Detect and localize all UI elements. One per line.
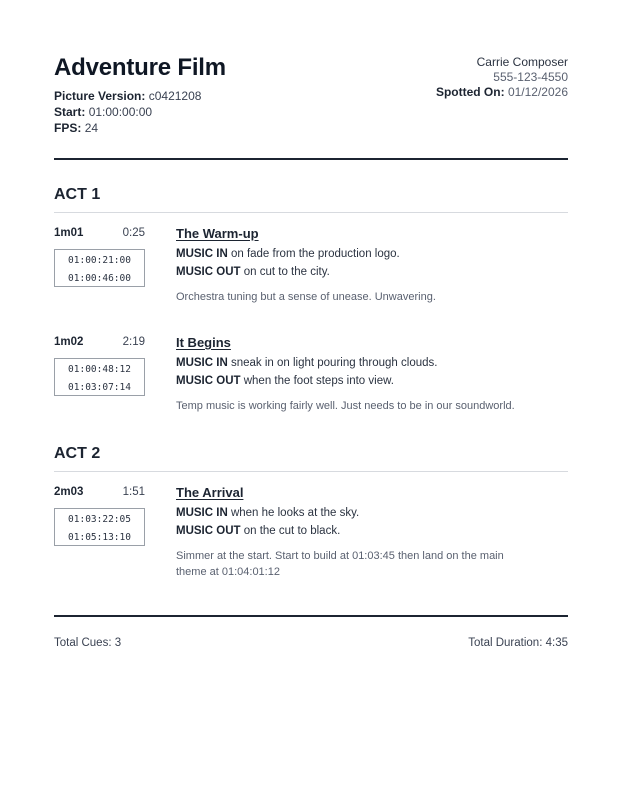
music-out-line — [176, 525, 340, 537]
total-cues — [54, 637, 121, 649]
timecode-box — [54, 249, 145, 287]
start-label: Start: — [54, 105, 86, 119]
timecode-box — [54, 358, 145, 396]
cue-title: The Arrival — [176, 485, 244, 500]
cue-notes: Orchestra tuning but a sense of unease. Unwavering. — [176, 291, 436, 303]
timecode-out: 01:03:07:14 — [68, 382, 131, 393]
act-divider — [54, 471, 568, 472]
composer-phone: 555-123-4550 — [493, 70, 568, 84]
timecode-out: 01:00:46:00 — [68, 273, 131, 284]
spotted-on-label: Spotted On: — [435, 85, 505, 99]
music-out-label: MUSIC OUT — [176, 375, 241, 387]
picture-version-value: c0421208 — [148, 89, 202, 103]
music-in-line — [176, 507, 359, 519]
total-cues-label: Total Cues: — [54, 637, 112, 649]
music-out-line — [176, 375, 394, 387]
cue-duration: 2:19 — [122, 336, 145, 348]
composer-info — [436, 55, 568, 100]
music-in-text: sneak in on light pouring through clouds. — [230, 357, 438, 369]
timecode-out: 01:05:13:10 — [68, 532, 131, 543]
picture-version-row — [54, 88, 201, 104]
start-row — [54, 104, 201, 120]
music-out-text: when the foot steps into view. — [243, 375, 394, 387]
music-in-line — [176, 357, 437, 369]
total-duration-value: 4:35 — [545, 637, 568, 649]
music-in-label: MUSIC IN — [176, 248, 228, 260]
music-out-text: on cut to the city. — [243, 266, 330, 278]
fps-row — [54, 120, 201, 136]
music-out-label: MUSIC OUT — [176, 525, 241, 537]
cue-number: 1m02 — [54, 336, 84, 348]
total-cues-value: 3 — [114, 637, 122, 649]
footer-divider — [54, 615, 568, 617]
fps-label: FPS: — [54, 121, 82, 135]
act-title: ACT 1 — [54, 186, 101, 203]
spotted-on-row — [436, 85, 568, 100]
music-in-label: MUSIC IN — [176, 507, 228, 519]
timecode-in: 01:00:48:12 — [68, 364, 131, 375]
cue-duration: 0:25 — [122, 227, 145, 239]
timecode-box — [54, 508, 145, 546]
music-out-label: MUSIC OUT — [176, 266, 241, 278]
music-out-line — [176, 266, 330, 278]
total-duration — [468, 637, 568, 649]
timecode-in: 01:00:21:00 — [68, 255, 131, 266]
composer-name: Carrie Composer — [476, 55, 568, 69]
music-out-text: on the cut to black. — [243, 525, 341, 537]
document-meta — [54, 88, 201, 136]
cue-duration: 1:51 — [122, 486, 145, 498]
cue-notes: Temp music is working fairly well. Just needs to be in our soundworld. — [176, 400, 515, 412]
cue-number: 2m03 — [54, 486, 84, 498]
cue-title: The Warm-up — [176, 226, 259, 241]
start-value: 01:00:00:00 — [88, 105, 153, 119]
fps-value: 24 — [84, 121, 99, 135]
header-divider — [54, 158, 568, 160]
timecode-in: 01:03:22:05 — [68, 514, 131, 525]
spotted-on-value: 01/12/2026 — [507, 85, 568, 99]
document-title: Adventure Film — [54, 54, 226, 81]
cue-notes: Simmer at the start. Start to build at 01:03:45 then land on the main theme at 01:04:01:12 — [176, 550, 504, 578]
music-in-line — [176, 248, 400, 260]
act-divider — [54, 212, 568, 213]
cue-title: It Begins — [176, 335, 231, 350]
picture-version-label: Picture Version: — [54, 89, 146, 103]
music-in-text: on fade from the production logo. — [230, 248, 400, 260]
music-in-label: MUSIC IN — [176, 357, 228, 369]
act-title: ACT 2 — [54, 445, 101, 462]
music-in-text: when he looks at the sky. — [230, 507, 360, 519]
total-duration-label: Total Duration: — [468, 637, 543, 649]
cue-number: 1m01 — [54, 227, 84, 239]
